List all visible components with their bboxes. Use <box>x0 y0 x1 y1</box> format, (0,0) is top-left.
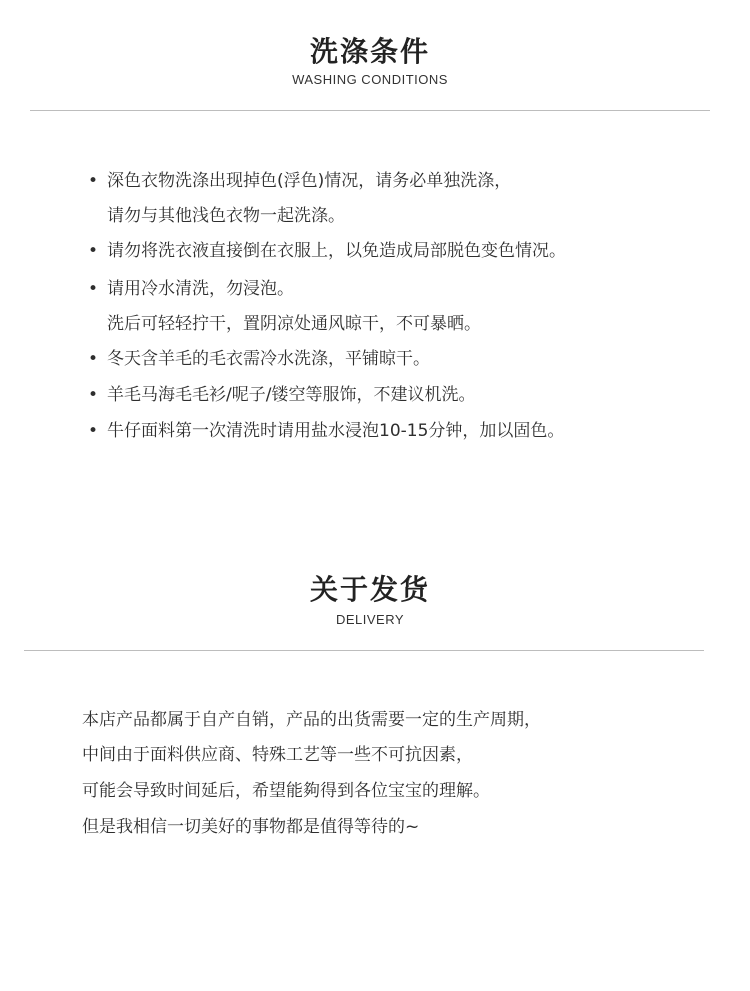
delivery-line: 可能会导致时间延后，希望能夠得到各位宝宝的理解。 <box>82 781 490 801</box>
washing-line: 洗后可轻轻拧干，置阴凉处通风晾干，不可暴晒。 <box>107 314 481 334</box>
washing-line: 冬天含羊毛的毛衣需冷水洗涤，平铺晾干。 <box>107 349 430 369</box>
washing-line: 请用冷水清洗，勿浸泡。 <box>107 279 294 299</box>
bullet-marker: • <box>88 171 99 191</box>
bullet-marker: • <box>88 241 99 261</box>
delivery-divider <box>24 650 704 651</box>
washing-divider <box>30 110 710 111</box>
washing-line: 请勿与其他浅色衣物一起洗涤。 <box>107 206 345 226</box>
delivery-subtitle: DELIVERY <box>335 612 405 627</box>
washing-line: 请勿将洗衣液直接倒在衣服上，以免造成局部脱色变色情况。 <box>107 241 566 261</box>
bullet-marker: • <box>88 279 99 299</box>
washing-subtitle: WASHING CONDITIONS <box>292 72 448 87</box>
bullet-marker: • <box>88 349 99 369</box>
delivery-title: 关于发货 <box>309 573 430 606</box>
washing-title: 洗涤条件 <box>309 35 430 68</box>
bullet-marker: • <box>88 421 99 441</box>
washing-line: 羊毛马海毛毛衫/呢子/镂空等服饰，不建议机洗。 <box>107 385 476 405</box>
delivery-line: 但是我相信一切美好的事物都是值得等待的~ <box>82 817 420 837</box>
bullet-marker: • <box>88 385 99 405</box>
washing-line: 牛仔面料第一次清洗时请用盐水浸泡10-15分钟，加以固色。 <box>107 421 565 441</box>
delivery-line: 中间由于面料供应商、特殊工艺等一些不可抗因素， <box>82 745 473 765</box>
delivery-line: 本店产品都属于自产自销，产品的出货需要一定的生产周期， <box>82 710 541 730</box>
washing-line: 深色衣物洗涤出现掉色(浮色)情况，请务必单独洗涤， <box>107 171 512 191</box>
